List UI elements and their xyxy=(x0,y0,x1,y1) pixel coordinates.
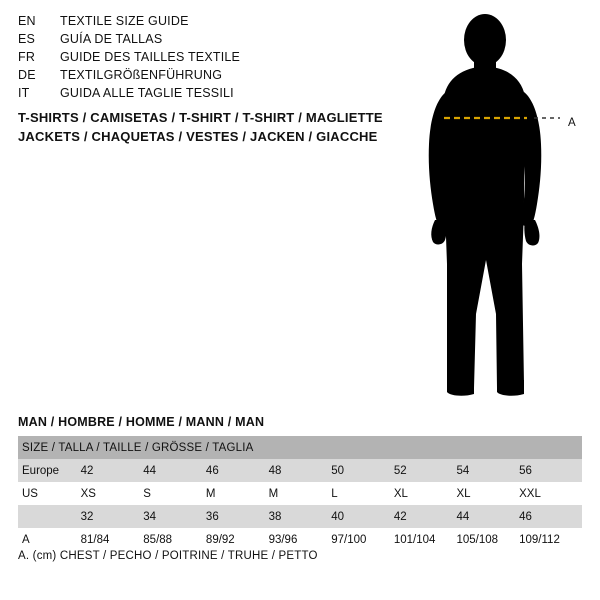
size-table-section xyxy=(18,415,582,551)
cell: 36 xyxy=(205,510,219,523)
table-row xyxy=(18,459,582,482)
row-label: US xyxy=(22,487,38,500)
cell: S xyxy=(143,487,151,500)
language-text: GUIDE DES TAILLES TEXTILE xyxy=(60,50,241,64)
cell: M xyxy=(205,487,216,500)
cell: 54 xyxy=(456,464,470,477)
cell: 46 xyxy=(205,464,219,477)
chest-callout-label: A xyxy=(568,117,576,129)
language-code: ES xyxy=(18,32,36,46)
cell: 89/92 xyxy=(205,533,235,546)
table-header-row xyxy=(18,436,582,459)
cell: 101/104 xyxy=(393,533,436,546)
language-row xyxy=(18,32,358,50)
cell: 42 xyxy=(393,510,407,523)
size-table xyxy=(18,436,582,551)
cell: M xyxy=(268,487,279,500)
cell: 105/108 xyxy=(456,533,499,546)
language-text: GUIDA ALLE TAGLIE TESSILI xyxy=(60,86,234,100)
cell: 32 xyxy=(80,510,94,523)
cell: 40 xyxy=(331,510,344,523)
cell: 44 xyxy=(143,464,157,477)
category-tshirts: T-SHIRTS / CAMISETAS / T-SHIRT / T-SHIRT / MAGLIETTE xyxy=(18,110,383,125)
language-row xyxy=(18,86,358,104)
cell: 46 xyxy=(519,510,532,523)
table-header-label: SIZE / TALLA / TAILLE / GRÖSSE / TAGLIA xyxy=(22,441,254,454)
cell: 85/88 xyxy=(143,533,173,546)
cell: 44 xyxy=(456,510,470,523)
cell: 34 xyxy=(143,510,157,523)
language-list xyxy=(18,14,358,104)
cell: XL xyxy=(456,487,471,500)
cell: 48 xyxy=(268,464,282,477)
figure-svg xyxy=(400,14,600,404)
row-label: Europe xyxy=(22,464,60,477)
row-label xyxy=(18,505,81,528)
language-code: FR xyxy=(18,50,36,64)
row-label: A xyxy=(22,533,30,546)
cell: 42 xyxy=(80,464,94,477)
cell: 109/112 xyxy=(519,533,560,546)
language-text: TEXTILGRÖßENFÜHRUNG xyxy=(60,68,223,82)
language-row xyxy=(18,68,358,86)
footnote: A. (cm) CHEST / PECHO / POITRINE / TRUHE / PETTO xyxy=(18,550,318,562)
cell: L xyxy=(331,487,338,500)
cell: 38 xyxy=(268,510,282,523)
cell: XXL xyxy=(519,487,541,500)
language-code: DE xyxy=(18,68,36,82)
cell: 81/84 xyxy=(80,533,110,546)
language-row xyxy=(18,50,358,68)
category-headings xyxy=(18,110,418,148)
language-code: IT xyxy=(18,86,30,100)
table-row xyxy=(18,505,582,528)
table-row xyxy=(18,528,582,551)
cell: 50 xyxy=(331,464,344,477)
language-text: GUÍA DE TALLAS xyxy=(60,32,163,46)
cell: 97/100 xyxy=(331,533,367,546)
cell: 56 xyxy=(519,464,532,477)
table-title: MAN / HOMBRE / HOMME / MANN / MAN xyxy=(18,415,265,429)
cell: XL xyxy=(393,487,408,500)
category-jackets: JACKETS / CHAQUETAS / VESTES / JACKEN / GIACCHE xyxy=(18,129,378,144)
cell: XS xyxy=(80,487,96,500)
male-figure-illustration xyxy=(400,14,600,404)
language-code: EN xyxy=(18,14,36,28)
language-row xyxy=(18,14,358,32)
cell: 93/96 xyxy=(268,533,298,546)
language-text: TEXTILE SIZE GUIDE xyxy=(60,14,189,28)
cell: 52 xyxy=(393,464,407,477)
table-row xyxy=(18,482,582,505)
